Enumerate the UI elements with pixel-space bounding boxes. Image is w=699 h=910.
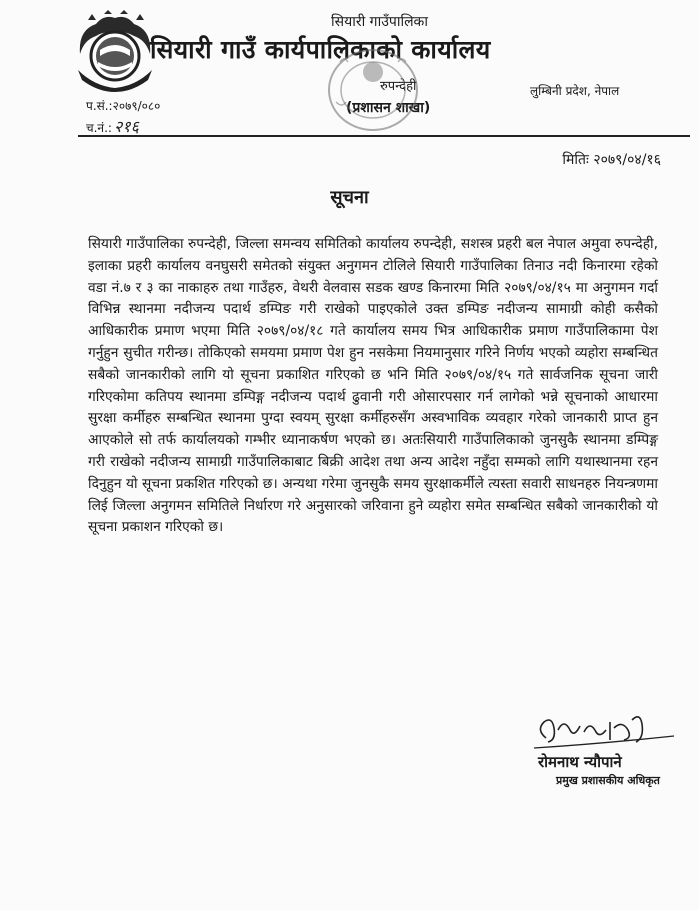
fiscal-year-value: २०७९/०८०	[112, 99, 161, 113]
dispatch-number-ref	[86, 115, 139, 137]
date-value: २०७९/०४/१६	[593, 152, 661, 168]
notice-title: सूचना	[330, 187, 369, 208]
office-stamp	[318, 42, 431, 142]
notice-date	[562, 150, 661, 169]
municipality-name-small: सियारी गाउँपालिका	[331, 14, 428, 30]
date-label: मितिः	[562, 152, 589, 168]
notice-body: सियारी गाउँपालिका रुपन्देही, जिल्ला समन्वय समितिको कार्यालय रुपन्देही, सशस्त्र प्रहरी बल नेपाल अमुवा रुपन्देही, इलाका प्रहरी कार्यालय वनघुसरी समेतको संयुक्त अनुगमन टोलिले सियारी गाउँपालिका तिनाउ नदी किनारमा रहेको वडा नं.७ र ३ का नाकाहरु तथा गाउँहरु, वेथरी वेलवास सडक खण्ड किनारमा मिति २०७९/०४/१५ मा अनुगमन गर्दा विभिन्न स्थानमा नदीजन्य पदार्थ डम्पिङ गरी राखेको पाइएकोले उक्त डम्पिङ नदीजन्य सामाग्री कोही कसैको आधिकारीक प्रमाण भएमा मिति २०७९/०४/१८ गते कार्यालय समय भित्र आधिकारीक प्रमाण गाउँपालिकामा पेश गर्नुहुन सुचीत गरीन्छ। तोकिएको समयमा प्रमाण पेश हुन नसकेमा नियमानुसार गरिने निर्णय भएको व्यहोरा सम्बन्धित सबैको जानकारीको लागि यो सूचना प्रकाशित गरिएको छ भनि मिति २०७९/०४/१५ गते सार्वजनिक सूचना जारी गरिएकोमा कतिपय स्थानमा डम्पिङ्ग नदीजन्य पदार्थ ढुवानी गरी ओसारपसार गर्न लागेको भन्ने सूचनाको आधारमा सुरक्षा कर्मीहरु सम्बन्धित स्थानमा पुग्दा स्वयम् सुरक्षा कर्मीहरुसँग अस्वभाविक व्यवहार गरेको जानकारी प्राप्त हुन आएकोले सो तर्फ कार्यालयको गम्भीर ध्यानाकर्षण भएको छ। अतःसियारी गाउँपालिकाको जुनसुकै स्थानमा डम्पिङ्ग गरी राखेको नदीजन्य सामाग्री गाउँपालिकाबाट बिक्री आदेश तथा अन्य आदेश नहुँदा सम्मको लागि यथास्थानमा रहन दिनुहुन यो सूचना प्रकशित गरिएको छ। अन्यथा गरेमा जुनसुकै समय सुरक्षाकर्मीले त्यस्ता सवारी साधनहरु नियन्त्रणमा लिई जिल्ला अनुगमन समितिले निर्धारण गरे अनुसारको जरिवाना हुने व्यहोरा समेत सम्बन्धित सबैको जानकारीको यो सूचना प्रकाशन गरिएको छ।	[88, 236, 658, 536]
dispatch-number-value: २१६	[113, 117, 139, 136]
handwritten-signature	[528, 708, 678, 754]
office-district: रुपन्देही	[380, 79, 417, 94]
signatory-role: प्रमुख प्रशासकीय अधिकृत	[556, 774, 660, 787]
signatory-name: रोमनाथ न्यौपाने	[538, 753, 622, 771]
fiscal-year-ref	[86, 97, 160, 114]
header-divider	[78, 135, 690, 137]
office-province: लुम्बिनी प्रदेश, नेपाल	[530, 84, 620, 98]
office-section: (प्रशासन शाखा)	[346, 100, 431, 116]
dispatch-number-label: च.नं.:	[86, 121, 112, 135]
fiscal-year-label: प.सं.:	[86, 99, 113, 113]
office-title: सियारी गाउँ कार्यपालिकाको कार्यालय	[150, 35, 491, 64]
